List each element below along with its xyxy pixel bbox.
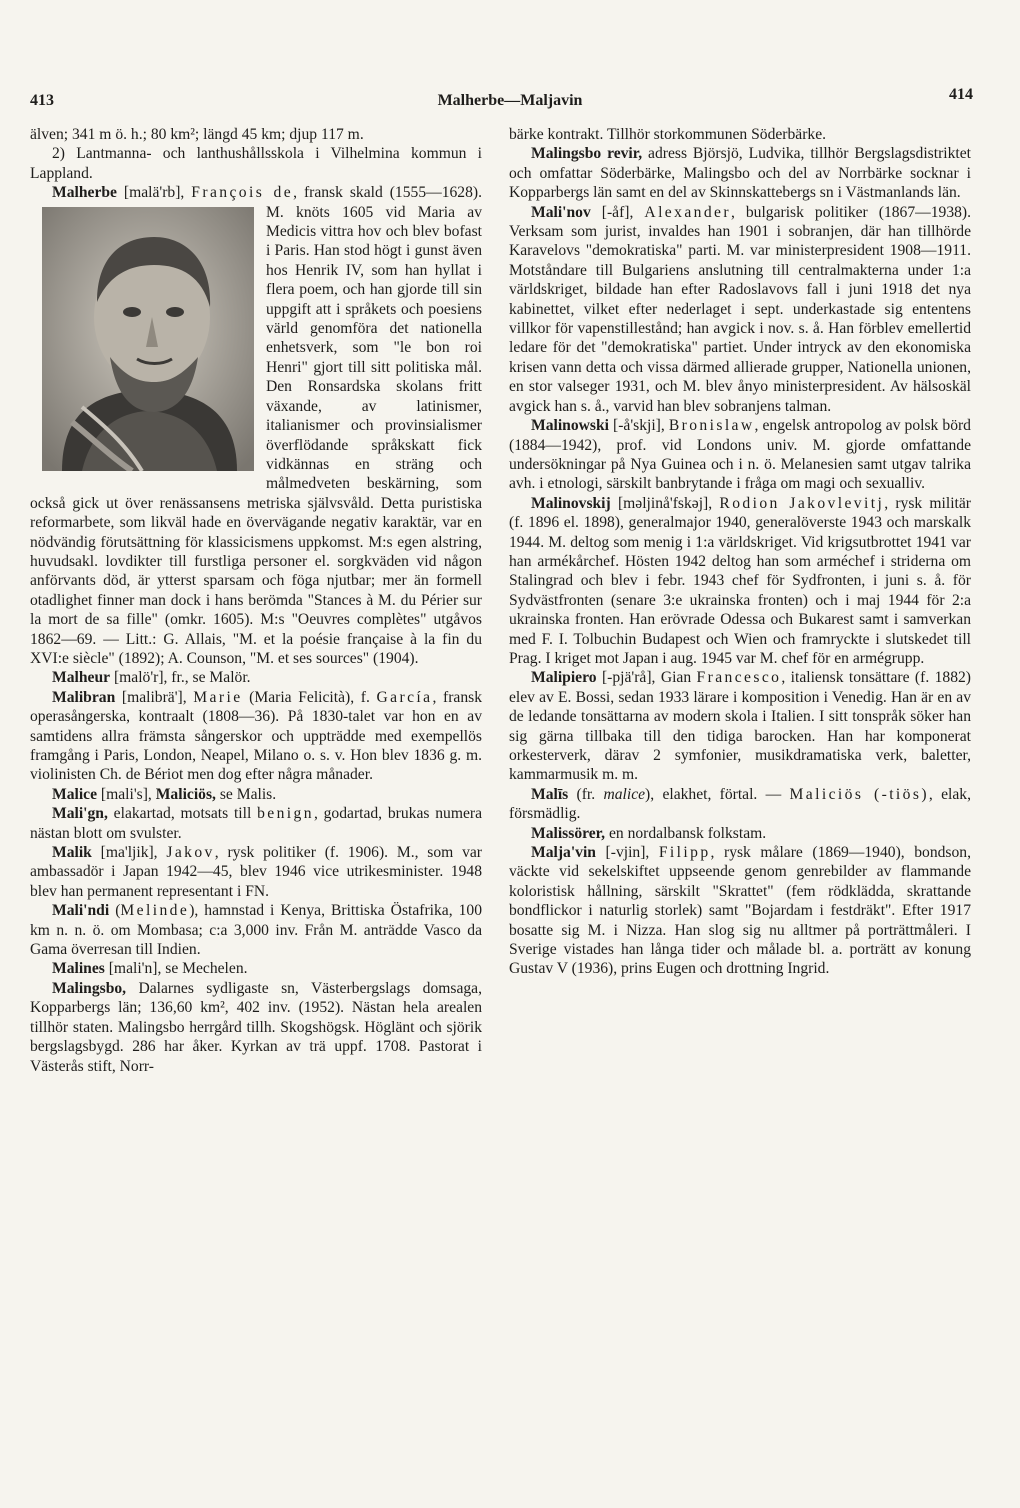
entry-malingsbo-revir [509, 144, 971, 202]
entry-text: (Maria Felicità), f. [242, 688, 377, 706]
entry-text: , rysk målare (1869—1940), bondson, väckte vid sekelskiftet uppseende genom genrebilder av flammande koloristisk hållning, särskilt "Skrattet" (fem rödklädda, skrattande bondflickor i naturlig storlek) samt "Bojardam i festdräkt". Efter 1917 bosatte sig M. i Nizza. Han slog sig nu alltmer på porträttmåleri. I Sverige vistades han långa tider och målade bl. a. porträtt av konung Gustav V (1936), prins Eugen och drottning Ingrid. [509, 844, 971, 978]
spaced-name: Bronislaw [668, 417, 755, 435]
entry-text: [-vjin], [595, 844, 659, 862]
entry-text: , rysk militär (f. 1896 el. 1898), generalmajor 1940, generalöverste 1943 och marskalk 1944. M. deltog som menig i 1:a världskriget. Vid krigsutbrottet 1941 var han armékårchef. Hösten 1942 deltog han som arméchef i striderna om Stalingrad och blev i febr. 1943 chef för Sydfronten, i juni s. å. för Sydvästfronten (senare 3:e ukrainska fronten) och i maj 1944 för 2:a ukrainska fronten. Han erövrade Odessa och Bukarest samt i samverkan med F. I. Tolbuchin Budapest och Wien och framryckte i slutskedet till Prag. I kriget mot Japan i aug. 1945 var M. chef för en armégrupp. [509, 494, 972, 667]
entry-text: ), hamnstad i Kenya, Brittiska Östafrika, 100 km n. n. ö. om Mombasa; c:a 3,000 inv. Från M. anträdde Vasco da Gama överresan till Indien. [30, 902, 482, 959]
entry-text: (fr. [568, 785, 604, 803]
spaced-term: benign [257, 805, 314, 823]
entry-text: ( [109, 902, 121, 920]
entry-text: [-åf], [590, 203, 645, 221]
entry-malik [30, 843, 482, 901]
headword: Mali'nov [531, 203, 591, 221]
headword: Malherbe [52, 184, 117, 202]
headword: Malinowski [531, 417, 609, 435]
entry-malice [30, 785, 482, 804]
headword: Malines [52, 960, 105, 978]
entry-text: , bulgarisk politiker (1867—1938). Verksam som jurist, invaldes han 1901 i sobranjen, där han tillhörde Karavelovs "demokratiska" parti. M. var ministerpresident 1908—1911. Motståndare till Bulgariens anslutning till centralmakterna under 1:a världskriget, bildade han efter Radoslavovs fall i juni 1918 det nya kabinettet, vilket efter nederlaget i sept. underkastade sig ententens villkor för vapenstillestånd; han avgick i nov. s. å. Han förblev emellertid ledare för det "demokratiska" partiet. Under intryck av den ekonomiska krisen vann detta och vissa därmed allierade grupper, Nationella unionen, en stor valseger 1931, och M. blev ånyo ministerpresident. Av hälsoskäl avgick han s. å., varvid han blev sobranjens talman. [509, 203, 972, 415]
entry-text: [mali's], [97, 785, 156, 803]
entry-continuation [30, 125, 482, 144]
entry-text: en nordalbansk folkstam. [605, 824, 767, 842]
entry-malipiero [509, 668, 971, 784]
spaced-name: García [376, 688, 433, 706]
entry-text: adress Björsjö, Ludvika, tillhör Bergslagsdistriktet och omfattar Söderbärke, Malingsbo och del av Norrbärke socknar i Kopparbergs län samt en del av Skinnskattebergs sn i Västmanlands län. [509, 145, 971, 202]
headword: Malipiero [531, 669, 597, 687]
right-column [509, 125, 971, 979]
entry-text: , engelsk antropolog av polsk börd (1884—1942), prof. vid Londons univ. M. gjorde omfattande undersökningar på Nya Guinea och i n. ö. Melanesien samt utgav talrika avh. i etnologi, särskilt banbrytande i fråga om magi och sexualliv. [509, 417, 971, 493]
spaced-name: Marie [193, 688, 243, 706]
headword: Malingsbo revir, [531, 145, 643, 163]
entry-malissorer [509, 824, 971, 843]
running-title: Malherbe—Maljavin [437, 92, 583, 109]
entry-malinov [509, 203, 971, 416]
headword: Malja'vin [531, 844, 596, 862]
entry-text: [-pjä'rå], Gian [596, 669, 697, 687]
headword: Malinovskij [531, 494, 611, 512]
entry-text: se Malis. [215, 785, 277, 803]
entry-text: 2) Lantmanna- och lanthushållsskola i Vilhelmina kommun i Lappland. [30, 145, 482, 182]
entry-text: Dalarnes sydligaste sn, Västerbergslags domsaga, Kopparbergs län; 136,60 km², 402 inv. (1952). Nästan hela arealen tillhör staten. Malingsbo herrgård tillh. Skogshögsk. Höglänt och sjörik bergslagsbygd. 286 har åker. Kyrkan av trä uppf. 1708. Pastorat i Västerås stift, Norr- [30, 979, 482, 1075]
entry-text: [malö'r], fr., se Malör. [110, 669, 251, 687]
spaced-term: Maliciös (-tiös) [789, 785, 929, 803]
portrait-image [42, 207, 254, 471]
headword: Malissörer, [531, 824, 606, 842]
entry-text: , rysk politiker (f. 1906). M., som var ambassadör i Japan 1942—45, blev 1946 vice utrikesminister. 1948 blev han permanent representant i FN. [30, 844, 482, 900]
headword: Malheur [52, 669, 111, 687]
headword: Malik [52, 844, 92, 862]
spaced-name: Rodion Jakovlevitj [719, 494, 885, 512]
entry-text: elakartad, motsats till [107, 805, 258, 823]
headword: Malibran [52, 688, 116, 706]
headword: Mali'ndi [52, 902, 110, 920]
italic-term: malice [603, 785, 646, 803]
headword: Malingsbo, [52, 979, 127, 997]
entry-text: älven; 341 m ö. h.; 80 km²; längd 45 km; djup 117 m. [30, 126, 364, 143]
entry-malheur [30, 668, 482, 687]
spaced-name: François de [191, 184, 294, 202]
entry-text: ), elakhet, förtal. — [645, 785, 790, 803]
headword: Malīs [531, 785, 569, 803]
spaced-name: Alexander [644, 203, 731, 221]
spaced-name: Francesco [696, 669, 782, 687]
entry-malines [30, 959, 482, 978]
entry-malis [509, 785, 971, 824]
entry-malinovskij [509, 494, 971, 669]
headword: Maliciös, [155, 785, 216, 803]
entry-text: , fransk operasångerska, kontraalt (1808—36). På 1830-talet var hon en av samtidens allra främsta sångerskor och uppträdde med exempellös framgång i Paris, London, Neapel, Milano o. s. v. Hon blev 1836 g. m. violinisten Ch. de Bériot men dog efter några månader. [30, 688, 482, 784]
page-header [0, 86, 1020, 116]
headword: Mali'gn, [52, 805, 108, 823]
spaced-name: Jakov [166, 844, 215, 862]
entry-malherbe [30, 183, 482, 668]
portrait-drawing [42, 207, 254, 471]
entry-text: [məljinå'fskəj], [610, 494, 720, 512]
entry-continuation [509, 125, 971, 144]
entry-malindi [30, 901, 482, 959]
entry-text: , fransk skald (1555—1628). M. knöts 1605 vid Maria av Medicis vittra hov och blev bofast i Paris. Han stod högt i gunst även hos Henrik IV, som han hyllat i flera poem, och han gjorde till sin uppgift att i språkets och poesiens värld genomföra det nationella enhetsverk, som "le bon roi Henri" gjort till sitt politiska mål. Den Ronsardska skolans fritt växande, av latinismer, italianismer och provinsialismer överflödande språkskatt fick vidkännas en sträng och målmedveten beskärning, som också gick ut över renässansens metriska självsvåld. Detta puristiska reformarbete, som likväl hade en övervägande negativ karaktär, var en nödvändig förutsättning för klassicismens uppkomst. M:s egen alstring, huvudsakl. lovdikter till furstliga personer el. sorgkväden vid någon anförvants död, är ytterst sparsam och föga njutbar; mer än formell otadlighet finner man dock i hans berömda "Stances à M. du Périer sur la mort de sa fille" (omkr. 1605). M:s "Oeuvres complètes" utgåvos 1862—69. — Litt.: G. Allais, "M. et la poésie française à la fin du XVI:e siècle" (1892); A. Counson, "M. et ses sources" (1904). [30, 184, 482, 667]
page-number-right: 414 [949, 86, 973, 103]
headword: Malice [52, 785, 98, 803]
entry-malibran [30, 688, 482, 785]
entry-text: [mali'n], se Mechelen. [104, 960, 248, 978]
entry-malingsbo [30, 979, 482, 1076]
entry-text: [ma'ljik], [91, 844, 167, 862]
entry-text: , elak, försmädlig. [509, 785, 971, 823]
entry-malign [30, 804, 482, 843]
entry-text: [-å'skji], [608, 417, 669, 435]
entry-text: [malibrä'], [115, 688, 194, 706]
entry-malinowski [509, 416, 971, 494]
spaced-name: Filipp [658, 844, 711, 862]
spaced-name: Melinde [120, 902, 190, 920]
left-column [30, 125, 482, 1076]
entry-text: , italiensk tonsättare (f. 1882) elev av E. Bossi, sedan 1933 lärare i komposition i Venedig. Han är en av de ledande tonsättarna av modern skola i Italien. I sitt tonspråk söker han sig gärna tillbaka till den tidiga barocken. Han har komponerat orkesterverk, därav 2 symfonier, musikdramatiska verk, baletter, kammarmusik m. m. [509, 669, 972, 784]
page-number-left: 413 [30, 92, 54, 109]
entry-text: [malä'rb], [116, 184, 192, 202]
entry-item [30, 144, 482, 183]
entry-maljavin [509, 843, 971, 979]
entry-text: , godartad, brukas numera nästan blott om svulster. [30, 805, 483, 842]
entry-text: bärke kontrakt. Tillhör storkommunen Söderbärke. [509, 126, 827, 143]
